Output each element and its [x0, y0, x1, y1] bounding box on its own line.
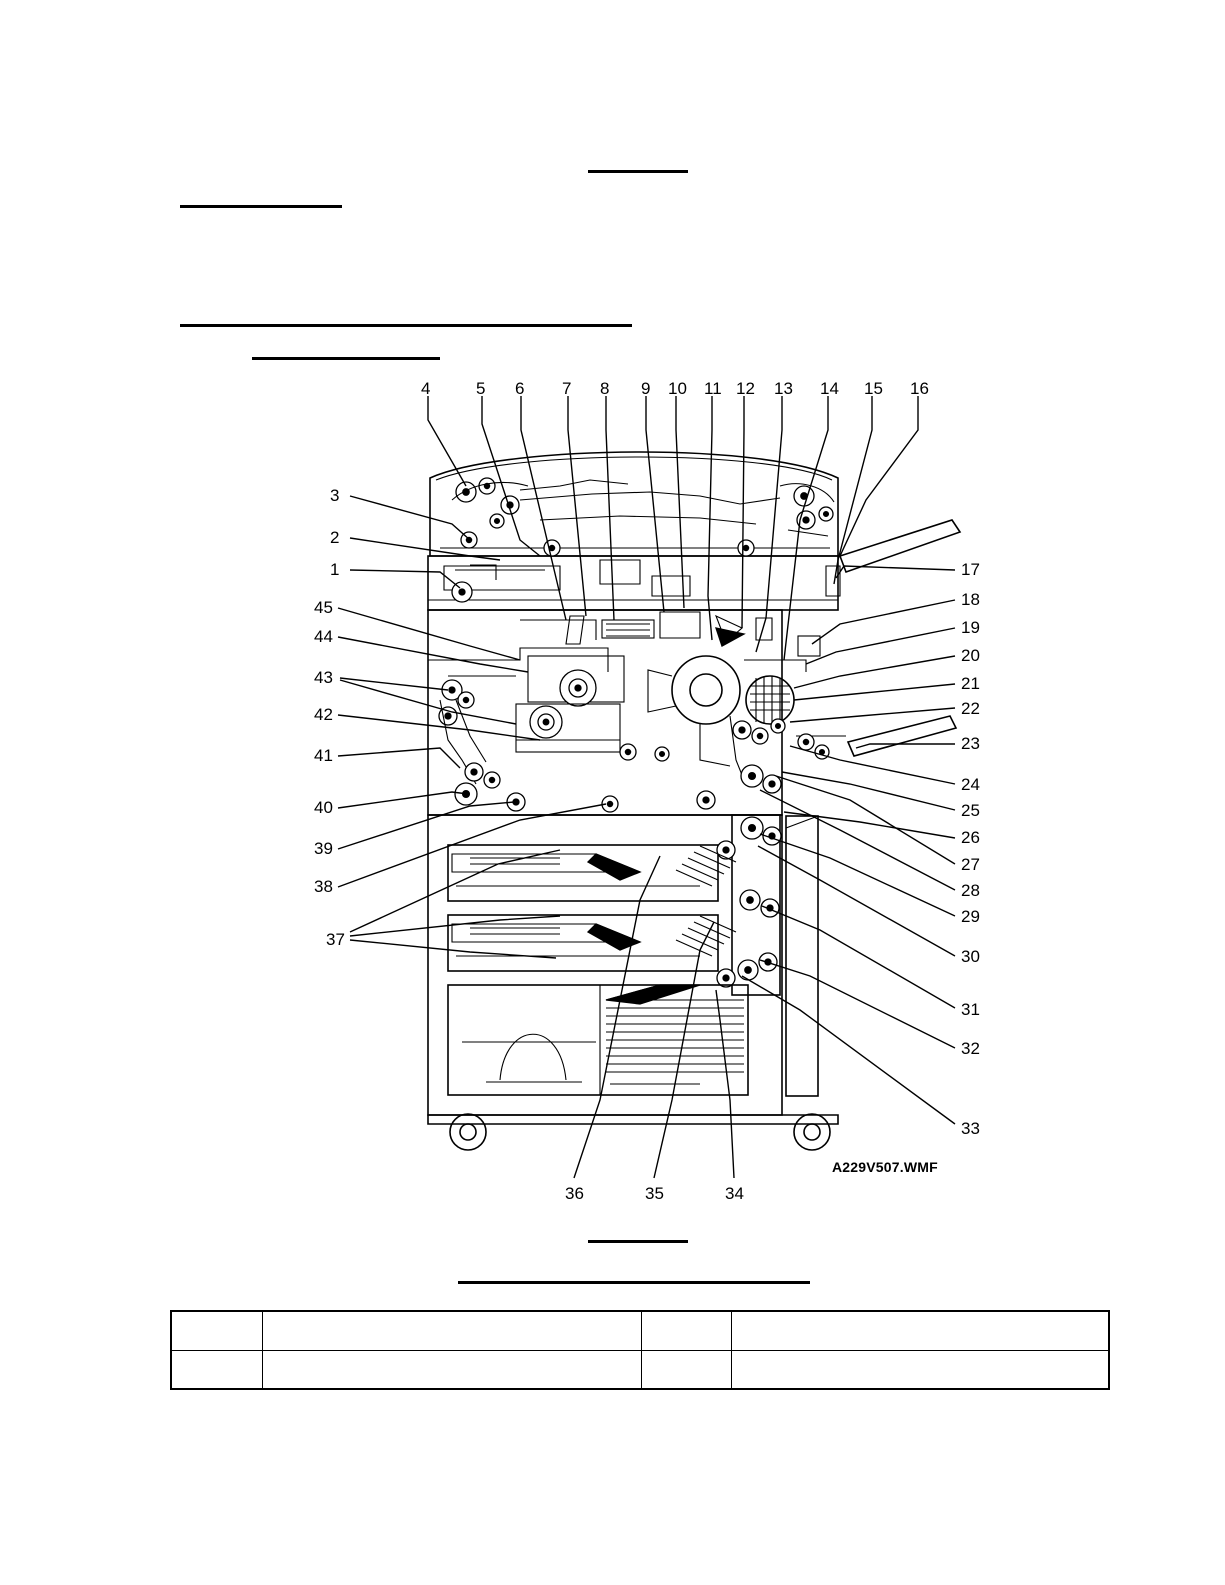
callout-21: 21	[961, 674, 980, 693]
callout-25: 25	[961, 801, 980, 820]
callout-22: 22	[961, 699, 980, 718]
callout-38: 38	[314, 877, 333, 896]
callout-7: 7	[562, 379, 572, 398]
callout-42: 42	[314, 705, 333, 724]
callout-1: 1	[330, 560, 340, 579]
callout-43: 43	[314, 668, 333, 687]
table-cell-description	[263, 1350, 642, 1389]
callout-44: 44	[314, 627, 333, 646]
table-cell-no-2	[642, 1311, 732, 1350]
callout-3: 3	[330, 486, 340, 505]
callout-26: 26	[961, 828, 980, 847]
callout-36: 36	[565, 1184, 584, 1203]
table-row	[171, 1311, 1109, 1350]
callout-13: 13	[774, 379, 793, 398]
callout-39: 39	[314, 839, 333, 858]
table-cell-no	[171, 1311, 263, 1350]
callout-34: 34	[725, 1184, 744, 1203]
table-cell-no	[171, 1350, 263, 1389]
callout-14: 14	[820, 379, 839, 398]
callout-9: 9	[641, 379, 651, 398]
callout-16: 16	[910, 379, 929, 398]
table-cell-description-2	[732, 1350, 1109, 1389]
callout-27: 27	[961, 855, 980, 874]
callout-32: 32	[961, 1039, 980, 1058]
table-cell-no-2	[642, 1350, 732, 1389]
callout-5: 5	[476, 379, 486, 398]
callout-6: 6	[515, 379, 525, 398]
callout-8: 8	[600, 379, 610, 398]
callout-4: 4	[421, 379, 431, 398]
table-cell-description	[263, 1311, 642, 1350]
callout-41: 41	[314, 746, 333, 765]
parts-table	[170, 1310, 1110, 1390]
callout-19: 19	[961, 618, 980, 637]
callout-20: 20	[961, 646, 980, 665]
callout-29: 29	[961, 907, 980, 926]
table-cell-description-2	[732, 1311, 1109, 1350]
callout-30: 30	[961, 947, 980, 966]
callout-37: 37	[326, 930, 345, 949]
callout-23: 23	[961, 734, 980, 753]
callout-11: 11	[704, 379, 722, 398]
callout-18: 18	[961, 590, 980, 609]
callout-31: 31	[961, 1000, 980, 1019]
callout-24: 24	[961, 775, 980, 794]
callout-40: 40	[314, 798, 333, 817]
callout-33: 33	[961, 1119, 980, 1138]
figure-filename: A229V507.WMF	[832, 1159, 938, 1175]
callout-10: 10	[668, 379, 687, 398]
callout-45: 45	[314, 598, 333, 617]
callout-17: 17	[961, 560, 980, 579]
callout-28: 28	[961, 881, 980, 900]
callout-2: 2	[330, 528, 340, 547]
callout-15: 15	[864, 379, 883, 398]
table-row	[171, 1350, 1109, 1389]
callout-12: 12	[736, 379, 755, 398]
callout-35: 35	[645, 1184, 664, 1203]
